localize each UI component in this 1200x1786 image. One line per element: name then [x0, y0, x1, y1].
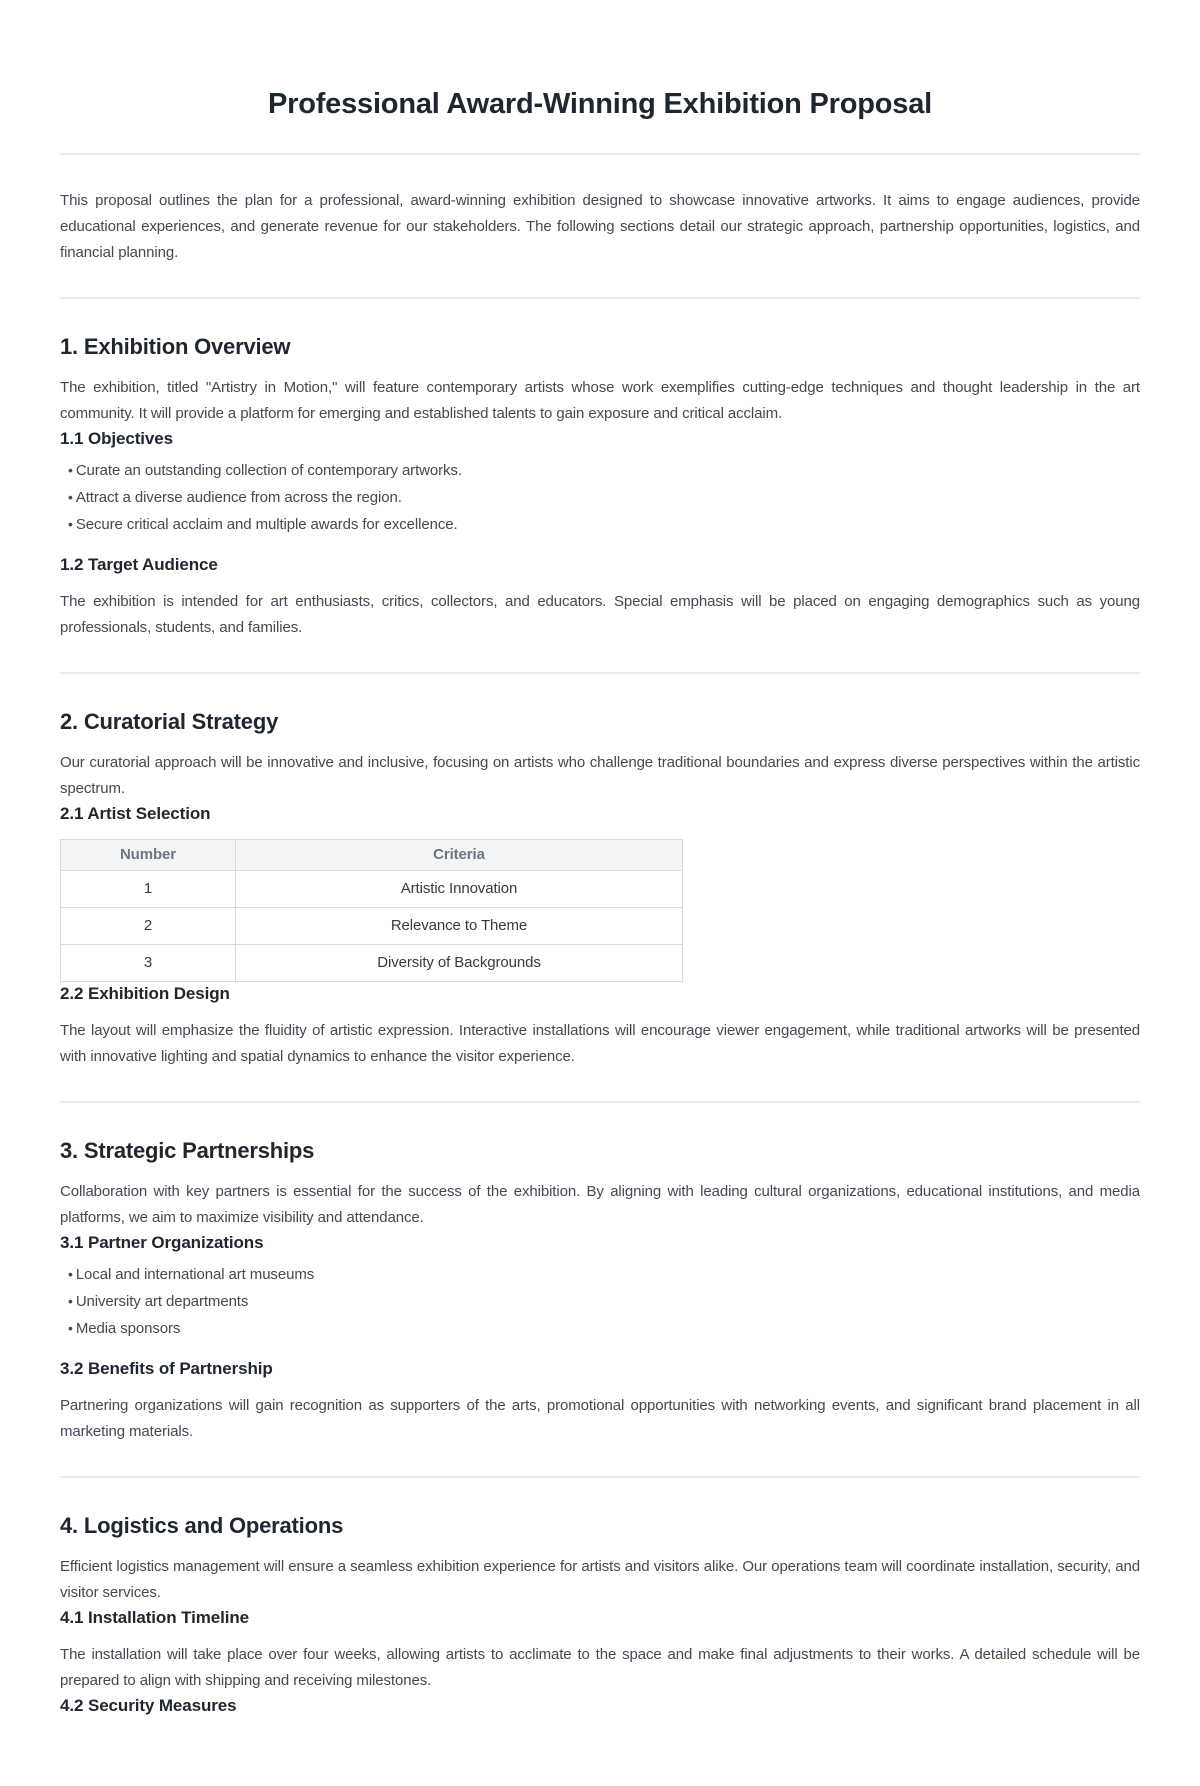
section-paragraph: Our curatorial approach will be innovative and inclusive, focusing on artists who challenge traditional boundaries and express diverse perspectives within the artistic spectrum. — [60, 754, 1140, 797]
list-item: • Secure critical acclaim and multiple awards for excellence. — [68, 511, 1140, 538]
table-cell-criteria: Relevance to Theme — [236, 908, 683, 945]
subsection-paragraph: The installation will take place over four weeks, allowing artists to acclimate to the space and make final adjustments to their works. A detailed schedule will be prepared to align with shipping and receiving milestones. — [60, 1646, 1140, 1689]
table-cell-criteria: Diversity of Backgrounds — [236, 945, 683, 982]
section-heading: 2. Curatorial Strategy — [60, 709, 279, 734]
table-row — [61, 945, 683, 982]
section-logistics-operations — [60, 1511, 1140, 1718]
divider — [60, 672, 1140, 674]
table-row — [61, 871, 683, 908]
divider — [60, 297, 1140, 299]
divider — [60, 1476, 1140, 1478]
section-heading: 3. Strategic Partnerships — [60, 1138, 315, 1163]
table-cell-criteria: Artistic Innovation — [236, 871, 683, 908]
subsection-heading-benefits: 3.2 Benefits of Partnership — [60, 1359, 273, 1378]
section-heading: 4. Logistics and Operations — [60, 1513, 344, 1538]
subsection-heading-security-measures: 4.2 Security Measures — [60, 1696, 237, 1715]
table-cell-number: 3 — [61, 945, 236, 982]
section-curatorial-strategy — [60, 707, 1140, 1070]
table-header-criteria: Criteria — [236, 840, 683, 871]
subsection-heading-artist-selection: 2.1 Artist Selection — [60, 804, 211, 823]
subsection-heading-exhibition-design: 2.2 Exhibition Design — [60, 984, 230, 1003]
list-item: • Attract a diverse audience from across the region. — [68, 484, 1140, 511]
section-exhibition-overview — [60, 332, 1140, 641]
section-paragraph: Collaboration with key partners is essential for the success of the exhibition. By aligning with leading cultural organizations, educational institutions, and media platforms, we aim to maximize visibility and attendance. — [60, 1183, 1140, 1226]
subsection-heading-objectives: 1.1 Objectives — [60, 429, 173, 448]
subsection-paragraph: The exhibition is intended for art enthusiasts, critics, collectors, and educators. Special emphasis will be placed on engaging demographics such as young professionals, students, and families. — [60, 593, 1140, 636]
table-cell-number: 1 — [61, 871, 236, 908]
artist-selection-table — [60, 839, 683, 982]
table-header-row — [61, 840, 683, 871]
section-heading: 1. Exhibition Overview — [60, 334, 291, 359]
divider — [60, 153, 1140, 155]
document-title: Professional Award-Winning Exhibition Proposal — [267, 88, 933, 120]
section-strategic-partnerships — [60, 1136, 1140, 1445]
list-item: • Media sponsors — [68, 1315, 1140, 1342]
divider — [60, 1101, 1140, 1103]
table-cell-number: 2 — [61, 908, 236, 945]
subsection-paragraph: The layout will emphasize the fluidity of artistic expression. Interactive installations will encourage viewer engagement, while traditional artworks will be presented with innovative lighting and spatial dynamics to enhance the visitor experience. — [60, 1022, 1140, 1065]
document-page — [0, 86, 1200, 1718]
list-item: • University art departments — [68, 1288, 1140, 1315]
list-item: • Curate an outstanding collection of contemporary artworks. — [68, 457, 1140, 484]
table-row — [61, 908, 683, 945]
subsection-heading-target-audience: 1.2 Target Audience — [60, 555, 218, 574]
objectives-list — [60, 457, 1140, 538]
subsection-heading-installation-timeline: 4.1 Installation Timeline — [60, 1608, 249, 1627]
list-item: • Local and international art museums — [68, 1261, 1140, 1288]
subsection-paragraph: Partnering organizations will gain recognition as supporters of the arts, promotional opportunities with networking events, and significant brand placement in all marketing materials. — [60, 1397, 1140, 1440]
section-paragraph: The exhibition, titled "Artistry in Motion," will feature contemporary artists whose work exemplifies cutting-edge techniques and thought leadership in the art community. It will provide a platform for emerging and established talents to gain exposure and critical acclaim. — [60, 379, 1140, 422]
section-paragraph: Efficient logistics management will ensure a seamless exhibition experience for artists and visitors alike. Our operations team will coordinate installation, security, and visitor services. — [60, 1558, 1140, 1601]
partners-list — [60, 1261, 1140, 1342]
intro-paragraph: This proposal outlines the plan for a professional, award-winning exhibition designed to showcase innovative artworks. It aims to engage audiences, provide educational experiences, and generate revenue for our stakeholders. The following sections detail our strategic approach, partnership opportunities, logistics, and financial planning. — [60, 192, 1140, 261]
subsection-heading-partner-organizations: 3.1 Partner Organizations — [60, 1233, 264, 1252]
table-header-number: Number — [61, 840, 236, 871]
